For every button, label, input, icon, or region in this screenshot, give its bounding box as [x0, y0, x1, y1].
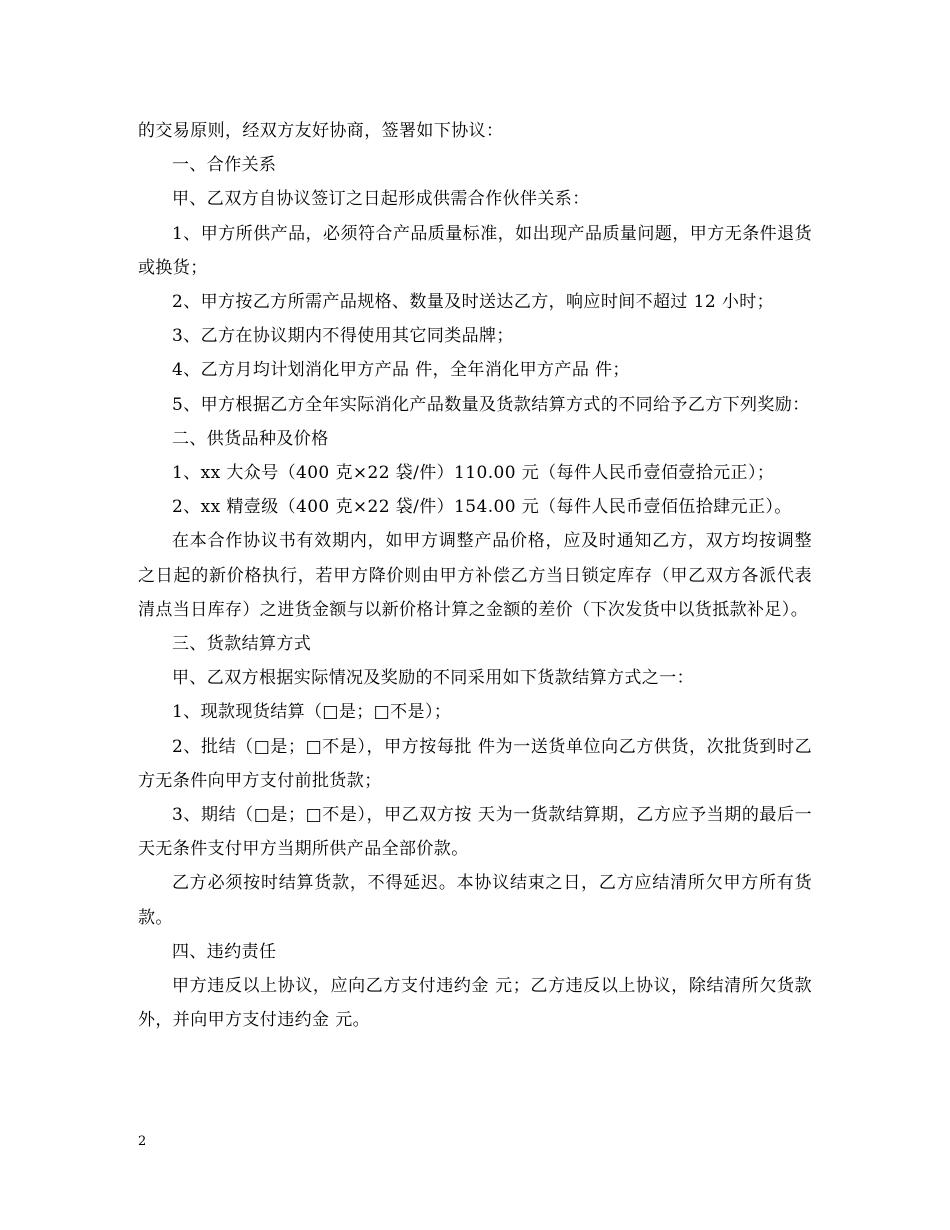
list-item: 2、xx 精壹级（400 克×22 袋/件）154.00 元（每件人民币壹佰伍拾肆元正）。	[172, 497, 792, 518]
list-item: 3、期结（□是；□不是），甲乙双方按 天为一货款结算期，乙方应予当期的最后一天无条件支付甲方当期所供产品全部价款。	[138, 805, 812, 860]
list-item: 2、批结（□是；□不是），甲方按每批 件为一送货单位向乙方供货，次批货到时乙方无条件向甲方支付前批货款；	[138, 736, 812, 791]
section-heading-cooperation: 一、合作关系	[172, 155, 277, 176]
list-item: 4、乙方月均计划消化甲方产品 件，全年消化甲方产品 件；	[172, 360, 630, 381]
section-heading-payment-settlement: 三、货款结算方式	[172, 634, 312, 655]
list-item: 1、xx 大众号（400 克×22 袋/件）110.00 元（每件人民币壹佰壹拾元正）；	[172, 463, 775, 484]
list-item: 2、甲方按乙方所需产品规格、数量及时送达乙方，响应时间不超过 12 小时；	[172, 292, 775, 313]
list-item: 1、甲方所供产品，必须符合产品质量标准，如出现产品质量问题，甲方无条件退货或换货；	[138, 223, 812, 278]
section-heading-liability: 四、违约责任	[172, 941, 277, 962]
paragraph: 甲、乙双方自协议签订之日起形成供需合作伙伴关系：	[172, 189, 590, 210]
list-item: 1、现款现货结算（□是；□不是）；	[172, 702, 452, 723]
paragraph: 甲方违反以上协议，应向乙方支付违约金 元；乙方违反以上协议，除结清所欠货款外，并向甲方支付违约金 元。	[138, 976, 812, 1031]
paragraph: 在本合作协议书有效期内，如甲方调整产品价格，应及时通知乙方，双方均按调整之日起的新价格执行，若甲方降价则由甲方补偿乙方当日锁定库存（甲乙双方各派代表清点当日库存）之进货金额与以新价格计算之金额的差价（下次发货中以货抵款补足）。	[138, 531, 812, 620]
section-heading-products-prices: 二、供货品种及价格	[172, 428, 329, 449]
list-item: 3、乙方在协议期内不得使用其它同类品牌；	[172, 326, 514, 347]
paragraph: 乙方必须按时结算货款，不得延迟。本协议结束之日，乙方应结清所欠甲方所有货款。	[138, 873, 812, 928]
document-body	[138, 114, 812, 1037]
paragraph: 甲、乙双方根据实际情况及奖励的不同采用如下货款结算方式之一：	[172, 668, 694, 689]
list-item: 5、甲方根据乙方全年实际消化产品数量及货款结算方式的不同给予乙方下列奖励：	[172, 394, 810, 415]
page-number: 2	[138, 1134, 147, 1149]
paragraph-intro: 的交易原则，经双方友好协商，签署如下协议：	[138, 121, 504, 141]
